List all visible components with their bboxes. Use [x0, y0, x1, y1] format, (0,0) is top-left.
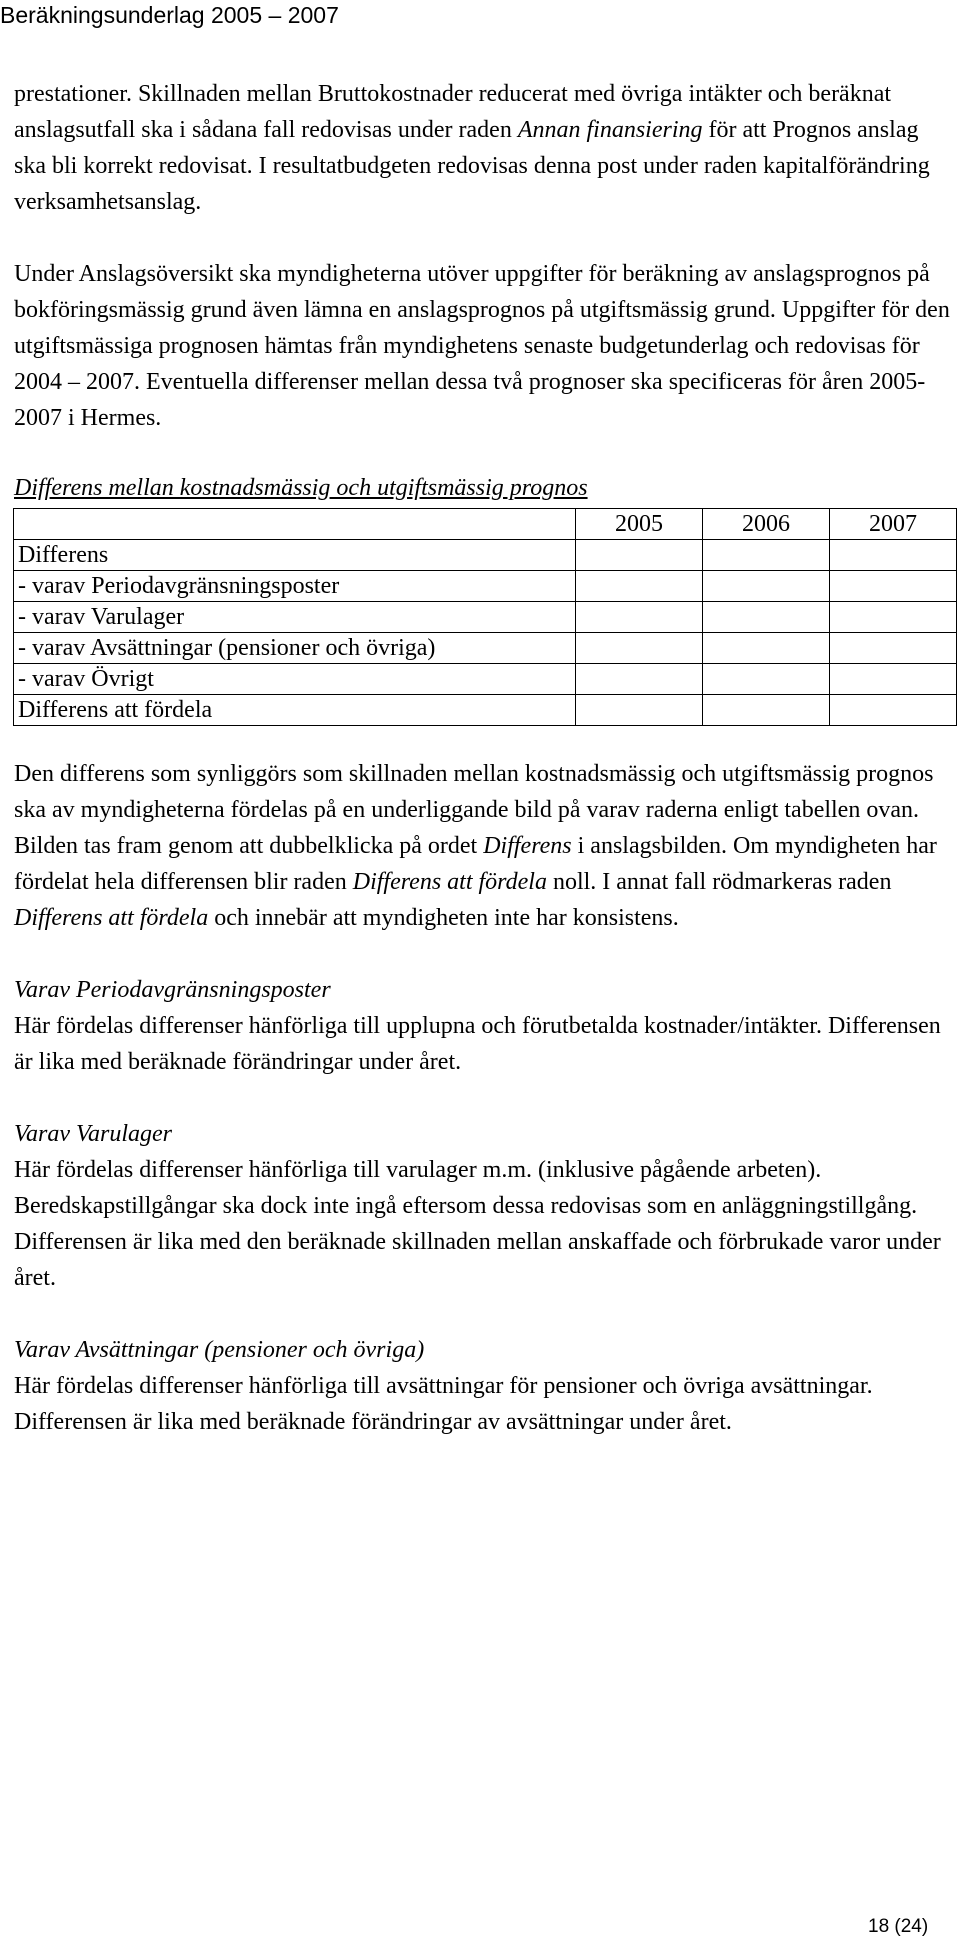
value-cell: [576, 571, 703, 602]
paragraph-text: Den differens som synliggörs som skillnaden mellan kostnadsmässig och utgiftsmässig prognos ska av myndigheterna fördelas på en underliggande bild på varav raderna enligt tabellen ovan. Bilden tas fram genom att dubbelklicka på ordet: [14, 761, 934, 859]
section-heading-avsattningar: Varav Avsättningar (pensioner och övriga): [14, 1337, 425, 1363]
document-body: [14, 76, 950, 1440]
value-cell: [703, 540, 830, 571]
emphasis-annan-finansiering: Annan finansiering: [517, 117, 703, 143]
value-cell: [703, 664, 830, 695]
section-heading-periodavgransning: Varav Periodavgränsningsposter: [14, 977, 331, 1003]
value-cell: [830, 602, 957, 633]
table-header-row: [14, 509, 957, 540]
paragraph-text: prestationer. Skillnaden mellan Bruttokostnader reducerat med övriga intäkter och beräknat anslagsutfall ska i sådana fall redovisas under raden: [14, 81, 892, 143]
emphasis-differens-att-fordela: Differens att fördela: [352, 869, 547, 895]
paragraph-text: för att Prognos anslag ska bli korrekt redovisat. I resultatbudgeten redovisas denna post under raden kapitalförändring verksamhetsanslag.: [14, 117, 930, 215]
row-label: Differens att fördela: [14, 695, 576, 726]
paragraph-differens: [14, 756, 950, 936]
value-cell: [576, 664, 703, 695]
emphasis-differens: Differens: [483, 833, 572, 859]
value-cell: [830, 695, 957, 726]
value-cell: [703, 695, 830, 726]
paragraph-text: i anslagsbilden. Om myndigheten har fördelat hela differensen blir raden: [14, 833, 937, 895]
table-row: [14, 571, 957, 602]
row-label: - varav Varulager: [14, 602, 576, 633]
table-title: Differens mellan kostnadsmässig och utgiftsmässig prognos: [14, 475, 588, 501]
table-row: [14, 602, 957, 633]
row-label: - varav Avsättningar (pensioner och övriga): [14, 633, 576, 664]
year-header: 2006: [703, 509, 830, 540]
value-cell: [830, 664, 957, 695]
row-label: Differens: [14, 540, 576, 571]
value-cell: [576, 695, 703, 726]
row-label: - varav Övrigt: [14, 664, 576, 695]
value-cell: [830, 571, 957, 602]
paragraph-prestationer: [14, 76, 950, 220]
value-cell: [703, 633, 830, 664]
row-label: - varav Periodavgränsningsposter: [14, 571, 576, 602]
paragraph-text: och innebär att myndigheten inte har konsistens.: [214, 905, 679, 931]
value-cell: [576, 633, 703, 664]
paragraph-anslagsoversikt: Under Anslagsöversikt ska myndigheterna utöver uppgifter för beräkning av anslagsprognos på bokföringsmässig grund även lämna en anslagsprognos på utgiftsmässig grund. Uppgifter för den utgiftsmässiga prognosen hämtas från myndighetens senaste budgetunderlag och redovisas för 2004 – 2007. Eventuella differenser mellan dessa två prognoser ska specificeras för åren 2005-2007 i Hermes.: [14, 261, 950, 431]
value-cell: [703, 602, 830, 633]
table-corner-cell: [14, 509, 576, 540]
table-row: [14, 695, 957, 726]
year-header: 2005: [576, 509, 703, 540]
section-text-varulager: Här fördelas differenser hänförliga till varulager m.m. (inklusive pågående arbeten). Beredskapstillgångar ska dock inte ingå eftersom dessa redovisas som en anläggningstillgång. Differensen är lika med den beräknade skillnaden mellan anskaffade och förbrukade varor under året.: [14, 1157, 941, 1291]
paragraph-text: noll. I annat fall rödmarkeras raden: [552, 869, 892, 895]
table-row: [14, 664, 957, 695]
section-text-periodavgransning: Här fördelas differenser hänförliga till upplupna och förutbetalda kostnader/intäkter. Differensen är lika med beräknade förändringar under året.: [14, 1013, 941, 1075]
value-cell: [576, 602, 703, 633]
section-heading-varulager: Varav Varulager: [14, 1121, 172, 1147]
table-row: [14, 540, 957, 571]
section-text-avsattningar: Här fördelas differenser hänförliga till avsättningar för pensioner och övriga avsättningar. Differensen är lika med beräknade förändringar av avsättningar under året.: [14, 1373, 873, 1435]
difference-table: [13, 508, 957, 726]
value-cell: [830, 633, 957, 664]
value-cell: [830, 540, 957, 571]
value-cell: [576, 540, 703, 571]
page-number: 18 (24): [868, 1916, 929, 1937]
page-header: Beräkningsunderlag 2005 – 2007: [0, 2, 339, 28]
year-header: 2007: [830, 509, 957, 540]
value-cell: [703, 571, 830, 602]
table-row: [14, 633, 957, 664]
emphasis-differens-att-fordela: Differens att fördela: [14, 905, 209, 931]
